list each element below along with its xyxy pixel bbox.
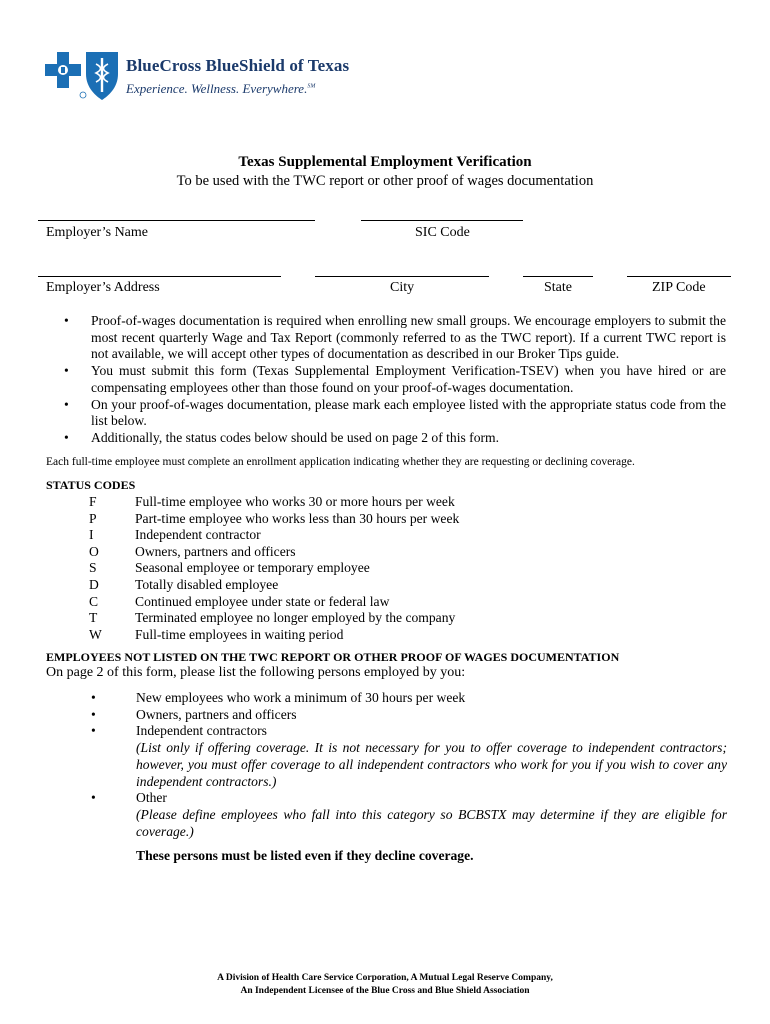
employee-category-label: Independent contractors xyxy=(136,723,267,739)
status-code: O xyxy=(89,543,99,559)
bullet-icon: • xyxy=(91,706,96,722)
employer-address-field[interactable] xyxy=(38,276,281,277)
instruction-item: • Proof-of-wages documentation is required when enrolling new small groups. We encourage employers to submit the most recent quarterly Wage and Tax Report (commonly referred to as the TWC report). If a current TWC report is not available, we will accept other types of documentation as described in our Broker Tips guide. xyxy=(64,313,726,363)
footer xyxy=(0,972,770,998)
status-code-desc: Independent contractor xyxy=(135,527,261,543)
footer-line-1: A Division of Health Care Service Corporation, A Mutual Legal Reserve Company, xyxy=(217,973,553,983)
state-label: State xyxy=(544,280,572,295)
state-field[interactable] xyxy=(523,276,593,277)
employer-address-label: Employer’s Address xyxy=(46,280,160,295)
status-code-desc: Part-time employee who works less than 30 hours per week xyxy=(135,510,460,526)
form-subtitle: To be used with the TWC report or other proof of wages documentation xyxy=(176,173,594,189)
form-title: Texas Supplemental Employment Verification xyxy=(238,154,532,170)
status-code: P xyxy=(89,510,97,526)
status-code: T xyxy=(89,610,98,626)
must-list-note: These persons must be listed even if they decline coverage. xyxy=(136,848,474,863)
zip-code-label: ZIP Code xyxy=(652,280,706,295)
employee-category-note: (Please define employees who fall into this category so BCBSTX may determine if they are eligible for coverage.) xyxy=(136,806,727,839)
status-code: D xyxy=(89,576,99,592)
employees-list xyxy=(91,690,727,840)
instruction-item: • On your proof-of-wages documentation, please mark each employee listed with the appropriate status code from the list below. xyxy=(64,397,726,430)
sic-code-field[interactable] xyxy=(361,220,523,221)
status-code-desc: Terminated employee no longer employed by the company xyxy=(135,610,456,626)
employee-category-note: (List only if offering coverage. It is not necessary for you to offer coverage to independent contractors; however, you must offer coverage to all independent contractors who work for you if you wish to cover any independent contractors.) xyxy=(136,740,727,789)
employee-category-item xyxy=(91,707,727,724)
employee-category-label: New employees who work a minimum of 30 hours per week xyxy=(136,690,466,705)
status-codes-heading: STATUS CODES xyxy=(46,478,136,492)
status-code: F xyxy=(89,494,97,509)
employee-category-label: Owners, partners and officers xyxy=(136,706,297,722)
status-code-desc: Continued employee under state or federal law xyxy=(135,593,390,609)
status-code: C xyxy=(89,593,99,609)
city-field[interactable] xyxy=(315,276,489,277)
employer-name-field[interactable] xyxy=(38,220,315,221)
status-code-desc: Seasonal employee or temporary employee xyxy=(135,560,370,576)
employee-category-label: Other xyxy=(136,790,167,806)
bcbstx-logo xyxy=(44,46,364,108)
fulltime-note: Each full-time employee must complete an enrollment application indicating whether they are requesting or declining coverage. xyxy=(46,456,635,468)
status-code: S xyxy=(89,560,97,576)
employees-section-heading: EMPLOYEES NOT LISTED ON THE TWC REPORT OR OTHER PROOF OF WAGES DOCUMENTATION xyxy=(46,650,620,664)
bullet-icon: • xyxy=(91,723,96,739)
employee-category-item xyxy=(91,723,727,790)
footer-line-2: An Independent Licensee of the Blue Cross and Blue Shield Association xyxy=(240,986,530,996)
blue-shield-icon xyxy=(86,52,118,100)
employer-name-label: Employer’s Name xyxy=(46,225,148,240)
employee-category-item xyxy=(91,790,727,840)
blue-cross-blue-shield-icon xyxy=(44,50,120,102)
instruction-item: • You must submit this form (Texas Supplemental Employment Verification-TSEV) when you have hired or are compensating employees other than those found on your proof-of-wages documentation. xyxy=(64,363,726,396)
bullet-icon: • xyxy=(91,790,96,806)
status-code: I xyxy=(89,527,94,543)
city-label: City xyxy=(390,280,415,295)
logo-tagline: Experience. Wellness. Everywhere.℠ xyxy=(126,81,316,96)
logo-wordmark: BlueCross BlueShield of Texas xyxy=(126,56,350,75)
status-code-desc: Totally disabled employee xyxy=(135,576,279,592)
zip-code-field[interactable] xyxy=(627,276,731,277)
blue-cross-icon xyxy=(45,52,81,88)
bullet-icon: • xyxy=(91,690,96,705)
instruction-item: • Additionally, the status codes below should be used on page 2 of this form. xyxy=(64,430,726,447)
instructions-list xyxy=(64,313,726,447)
status-code: W xyxy=(89,626,102,642)
status-code-desc: Full-time employees in waiting period xyxy=(135,626,344,642)
status-code-desc: Owners, partners and officers xyxy=(135,543,296,559)
employees-section-intro: On page 2 of this form, please list the following persons employed by you: xyxy=(46,665,466,680)
status-code-desc: Full-time employee who works 30 or more hours per week xyxy=(135,494,455,509)
sic-code-label: SIC Code xyxy=(415,225,470,240)
employee-category-item xyxy=(91,690,727,707)
